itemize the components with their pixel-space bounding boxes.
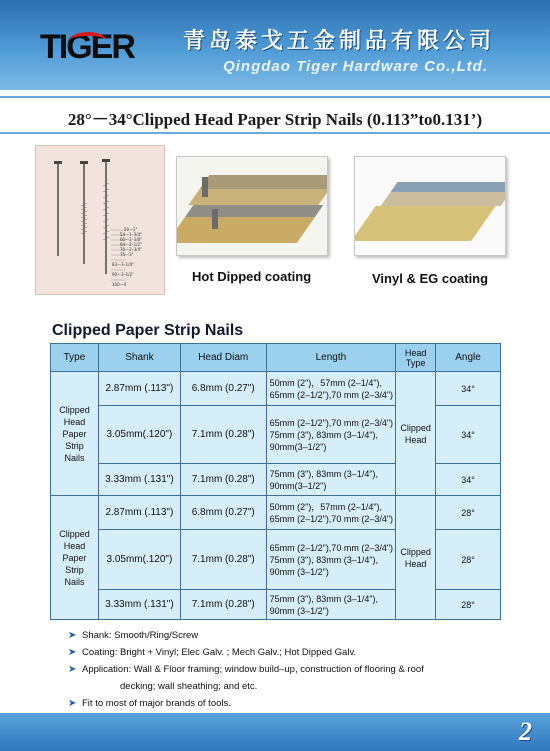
shank-cell: 3.33mm (.131") xyxy=(98,464,180,496)
table-header-row xyxy=(51,344,501,372)
footer-band xyxy=(0,713,550,751)
col-header-head-diam: Head Diam xyxy=(180,344,266,372)
nail-label: 60—2–3/8" xyxy=(120,237,142,242)
length-cell: 75mm (3"), 83mm (3–1/4"), 90mm(3–1/2") xyxy=(266,464,396,496)
vinyl-eg-photo xyxy=(354,156,506,256)
col-header-head-type: Head Type xyxy=(396,344,436,372)
hot-dipped-photo xyxy=(176,156,328,256)
length-cell: 65mm (2–1/2"),70 mm (2–3/4") 75mm (3"), 83mm (3–1/4"), 90mm (3–1/2") xyxy=(266,530,396,590)
col-header-shank: Shank xyxy=(98,344,180,372)
angle-cell: 28° xyxy=(436,496,501,530)
nail-label: 54—1–3/4" xyxy=(120,232,142,237)
angle-cell: 28° xyxy=(436,590,501,620)
length-cell: 50mm (2")，57mm (2–1/4"), 65mm (2–1/2"),70 mm (2–3/4") xyxy=(266,496,396,530)
angle-cell: 28° xyxy=(436,530,501,590)
arrow-bullet-icon: ➤ xyxy=(68,664,77,675)
company-name-cn: 青岛泰戈五金制品有限公司 xyxy=(182,29,495,54)
logo-text: TIGER xyxy=(40,28,134,66)
angle-cell: 34° xyxy=(436,464,501,496)
vinyl-eg-caption: Vinyl & EG coating xyxy=(372,271,489,286)
length-cell: 65mm (2–1/2"),70 mm (2–3/4") 75mm (3"), 83mm (3–1/4"), 90mm(3–1/2") xyxy=(266,406,396,464)
length-cell: 75mm (3"), 83mm (3–1/4"), 90mm (3–1/2") xyxy=(266,590,396,620)
feature-notes xyxy=(68,627,424,712)
type-cell: Clipped Head Paper Strip Nails xyxy=(51,496,99,620)
note-item: ➤ Shank: Smooth/Ring/Screw xyxy=(68,627,424,644)
nail-label: 75—3" xyxy=(120,252,134,257)
angle-cell: 34° xyxy=(436,372,501,406)
page-number: 2 xyxy=(519,717,532,746)
col-header-type: Type xyxy=(51,344,99,372)
header-banner xyxy=(0,0,550,90)
title-rule-top xyxy=(0,96,550,98)
arrow-bullet-icon: ➤ xyxy=(68,647,77,658)
company-name-en: Qingdao Tiger Hardware Co.,Ltd. xyxy=(223,58,488,75)
table-row xyxy=(51,496,501,530)
head-diam-cell: 6.8mm (0.27") xyxy=(180,372,266,406)
shank-cell: 2.87mm (.113") xyxy=(98,372,180,406)
nail-label: 100—4 xyxy=(112,282,127,287)
title-band xyxy=(0,96,550,134)
head-diam-cell: 7.1mm (0.28") xyxy=(180,464,266,496)
arrow-bullet-icon: ➤ xyxy=(68,630,77,641)
logo-swoosh-icon xyxy=(70,32,106,48)
arrow-bullet-icon: ➤ xyxy=(68,698,77,709)
note-item: ➤ Fit to most of major brands of tools. xyxy=(68,695,424,712)
page-title: 28°－34°Clipped Head Paper Strip Nails (0.113”to0.131’) xyxy=(67,110,483,129)
title-rule-bottom xyxy=(0,132,550,134)
length-cell: 50mm (2")，57mm (2–1/4"), 65mm (2–1/2"),70 mm (2–3/4") xyxy=(266,372,396,406)
head-diam-cell: 6.8mm (0.27") xyxy=(180,496,266,530)
head-diam-cell: 7.1mm (0.28") xyxy=(180,406,266,464)
nail-label: 50—2" xyxy=(124,227,138,232)
note-item: ➤ Coating: Bright + Vinyl; Elec Galv. ; Mech Galv.; Hot Dipped Galv. xyxy=(68,644,424,661)
shank-cell: 3.33mm (.131") xyxy=(98,590,180,620)
nail-label: 83—3–1/4" xyxy=(112,262,134,267)
head-diam-cell: 7.1mm (0.28") xyxy=(180,590,266,620)
nail-label: 70—2–3/4" xyxy=(120,247,142,252)
shank-cell: 2.87mm (.113") xyxy=(98,496,180,530)
nail-dimension-drawing xyxy=(35,145,165,295)
note-item-continuation: decking; wall sheathing; and etc. xyxy=(120,681,258,692)
shank-cell: 3.05mm(.120") xyxy=(98,530,180,590)
nail-drawing-icon xyxy=(36,146,166,296)
col-header-length: Length xyxy=(266,344,396,372)
angle-cell: 34° xyxy=(436,406,501,464)
head-type-cell: Clipped Head xyxy=(396,372,436,496)
table-row xyxy=(51,372,501,406)
head-diam-cell: 7.1mm (0.28") xyxy=(180,530,266,590)
type-cell: Clipped Head Paper Strip Nails xyxy=(51,372,99,496)
shank-cell: 3.05mm(.120") xyxy=(98,406,180,464)
hot-dipped-caption: Hot Dipped coating xyxy=(192,269,312,284)
tiger-logo xyxy=(40,28,170,68)
spec-table xyxy=(50,343,501,620)
section-title: Clipped Paper Strip Nails xyxy=(52,322,244,339)
nail-label: 90—3–1/2" xyxy=(112,272,134,277)
nail-label: 64—2–1/2" xyxy=(120,242,142,247)
head-type-cell: Clipped Head xyxy=(396,496,436,620)
note-item: ➤ Application: Wall & Floor framing; window build–up, construction of flooring & roof xyxy=(68,661,424,678)
col-header-angle: Angle xyxy=(436,344,501,372)
